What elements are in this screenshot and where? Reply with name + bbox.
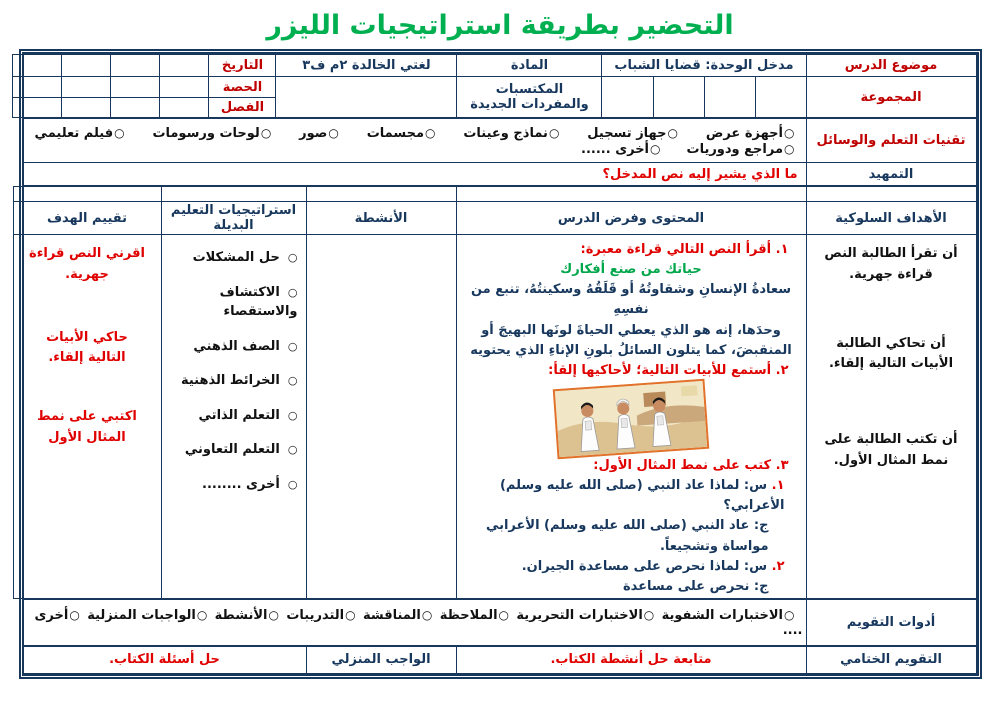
tech-option[interactable]: ○فيلم تعليمي [34,126,125,141]
footer-table [23,646,977,674]
class-cell[interactable] [111,98,160,118]
homework-value: حل أسئلة الكتاب. [23,646,306,673]
radio-circle-icon[interactable]: ○ [69,608,80,623]
assessment-option[interactable]: ○الواجبات المنزلية [87,608,208,624]
main-grid-table [13,186,977,599]
final-eval-value: متابعة حل أنشطة الكتاب. [456,646,806,673]
radio-circle-icon[interactable]: ○ [650,142,661,156]
assessment-option[interactable]: ○الاختبارات الشفوية [661,608,795,624]
date-cell[interactable] [62,55,111,77]
strategy-option[interactable]: ○الاكتشاف والاستقصاء [219,284,298,319]
tech-option[interactable]: ○مجسمات [366,126,436,141]
assessment-dots: .... [782,623,803,639]
acquisitions-label: المكتسبات والمفردات الجديدة [457,77,602,118]
class-cell[interactable] [13,98,62,118]
period-cell[interactable] [160,77,209,98]
goal-eval-item: اكتبي على نمط المثال الأول [37,409,137,445]
activities-cell[interactable] [306,235,456,599]
radio-circle-icon[interactable]: ○ [667,126,678,140]
poem-line: سعادةُ الإنسانِ وشقاوتُهُ أو قَلَقُهُ وسكينتُهُ، تنبع من نفسِهِ [470,282,792,318]
poem-line: المنقبضَ، كما يتلون السائلُ بلونِ الإناءِ الذي يحتويه [470,342,792,358]
col-header-content: المحتوى وفرض الدرس [456,202,806,235]
header-info-table [12,54,976,118]
assessment-option[interactable]: ○الاختبارات التحريرية [516,608,655,624]
content-item-2: ٢. أستمع للأبيات التالية؛ لأحاكيها إلقأ: [548,362,789,378]
col-header-objectives: الأهداف السلوكية [806,202,976,235]
radio-circle-icon[interactable]: ○ [287,477,298,491]
objectives-cell [806,235,976,599]
unit-entry-cell[interactable] [653,77,704,118]
spacer-cell [306,187,456,202]
content-cell [456,235,806,599]
students-illustration [553,379,710,459]
spacer-cell [161,187,306,202]
radio-circle-icon[interactable]: ○ [268,608,279,623]
strategy-option[interactable]: ○أخرى ........ [202,476,298,492]
strategy-option[interactable]: ○الخرائط الذهنية [180,373,298,388]
assessment-option[interactable]: ○أخرى [34,608,80,624]
tech-options [23,119,806,163]
strategies-cell [161,235,306,599]
poem-title: حياتك من صنع أفكارك [560,262,702,278]
question-number: ١. [771,478,785,494]
radio-circle-icon[interactable]: ○ [421,608,433,623]
class-cell[interactable] [160,98,209,118]
question-text: س: لماذا عاد النبي (صلى الله عليه وسلم) الأعرابي؟ [499,478,785,514]
lesson-topic-label: موضوع الدرس [806,55,976,77]
radio-circle-icon[interactable]: ○ [287,251,298,264]
group-label: المجموعة [806,77,976,118]
tech-option[interactable]: ○جهاز تسجيل [587,126,678,141]
assessment-options [23,599,806,645]
unit-entry-value: مدخل الوحدة: قضايا الشباب [602,55,806,77]
spacer-cell [456,187,806,202]
intro-label: التمهيد [806,163,976,186]
radio-circle-icon[interactable]: ○ [548,126,560,140]
radio-circle-icon[interactable]: ○ [196,608,208,623]
col-header-activities: الأنشطة [306,202,456,235]
question-text: س: لماذا نحرص على مساعدة الجيران. [521,558,768,574]
spacer-cell [806,187,976,202]
assessment-option[interactable]: ○الملاحظة [439,608,510,624]
intro-text: ما الذي يشير إليه نص المدخل؟ [23,163,806,186]
goal-eval-item: حاكي الأبيات التالية إلقاء. [46,329,128,366]
radio-circle-icon[interactable]: ○ [328,126,339,140]
tech-option[interactable]: ○صور [299,126,339,141]
tech-label: تقنيات التعلم والوسائل [806,119,976,163]
tech-option[interactable]: ○أجهزة عرض [705,126,795,141]
acquisitions-cell[interactable] [276,77,457,118]
question-line [466,557,797,577]
date-cell[interactable] [111,55,160,77]
assessment-label: أدوات التقويم [806,599,976,645]
radio-circle-icon[interactable]: ○ [425,126,436,140]
radio-circle-icon[interactable]: ○ [114,126,125,140]
radio-circle-icon[interactable]: ○ [498,608,510,623]
tech-option[interactable]: ○نماذج وعينات [463,126,560,141]
subject-label: المادة [457,55,602,77]
assessment-option[interactable]: ○المناقشة [362,608,433,624]
strategy-option[interactable]: ○حل المشكلات [192,250,298,265]
tech-option[interactable]: ○أخرى ...... [581,142,661,157]
tech-option[interactable]: ○مراجع ودوريات [686,142,795,157]
col-header-strategies: استراتيجيات التعليم البديلة [161,202,306,235]
unit-entry-cell[interactable] [704,77,755,118]
period-cell[interactable] [13,77,62,98]
objective-item: أن تحاكي الطالبة الأبيات التالية إلقاء. [828,335,954,372]
radio-circle-icon[interactable]: ○ [287,285,298,299]
radio-circle-icon[interactable]: ○ [345,608,356,623]
tech-intro-table [23,118,977,186]
assessment-option[interactable]: ○الأنشطة [214,608,279,624]
radio-circle-icon[interactable]: ○ [287,374,298,387]
spacer-cell [13,187,161,202]
assessment-option[interactable]: ○التدريبات [286,608,356,624]
date-cell[interactable] [13,55,62,77]
poem-line: وحدَها، إنه هو الذي يعطي الحياةَ لونَها البهيجَ أو [481,322,781,338]
subject-value: لغتي الخالدة ٢م ف٣ [276,55,457,77]
class-cell[interactable] [62,98,111,118]
students-illustration-svg [553,379,710,459]
unit-entry-cell[interactable] [755,77,806,118]
homework-label: الواجب المنزلي [306,646,456,673]
radio-circle-icon[interactable]: ○ [260,126,272,140]
strategy-option[interactable]: ○التعلم التعاوني [184,442,298,457]
radio-circle-icon[interactable]: ○ [287,339,298,353]
final-eval-label: التقويم الختامي [806,646,976,673]
question-number: ٢. [771,558,785,574]
content-item-3: ٣. كتب على نمط المثال الأول: [593,457,789,473]
class-label: الفصل [209,98,276,118]
answer-line: ج: عاد النبي (صلى الله عليه وسلم) الأعرابي مواساة وتشجيعاً. [485,518,769,554]
page-title: التحضير بطريقة استراتيجيات الليزر [266,10,734,41]
date-cell[interactable] [160,55,209,77]
goal-eval-item: اقرني النص قراءة جهرية. [29,246,145,282]
date-label: التاريخ [209,55,276,77]
unit-entry-cell[interactable] [602,77,653,118]
period-cell[interactable] [111,77,160,98]
objective-item: أن تكتب الطالبة على نمط المثال الأول. [824,432,958,468]
question-line [466,476,797,516]
tech-option[interactable]: ○لوحات ورسومات [152,126,272,141]
answer-line: ج: نحرص على مساعدة [622,578,769,594]
strategy-option[interactable]: ○الصف الذهني [193,338,298,354]
col-header-evaluation: تقييم الهدف [13,202,161,235]
radio-circle-icon[interactable]: ○ [784,608,795,623]
radio-circle-icon[interactable]: ○ [784,142,795,156]
content-item-1: ١. أقرأ النص التالي قراءة معبرة: [580,242,789,257]
period-cell[interactable] [62,77,111,98]
objective-item: أن تقرأ الطالبة النص قراءة جهرية. [824,246,958,282]
assessment-table [23,599,977,646]
radio-circle-icon[interactable]: ○ [784,126,795,140]
goal-evaluation-cell [13,235,161,599]
radio-circle-icon[interactable]: ○ [643,608,655,623]
radio-circle-icon[interactable]: ○ [287,408,298,422]
period-label: الحصة [209,77,276,98]
radio-circle-icon[interactable]: ○ [287,443,298,456]
strategy-option[interactable]: ○التعلم الذاتي [198,407,298,423]
lesson-plan-table [19,49,982,679]
